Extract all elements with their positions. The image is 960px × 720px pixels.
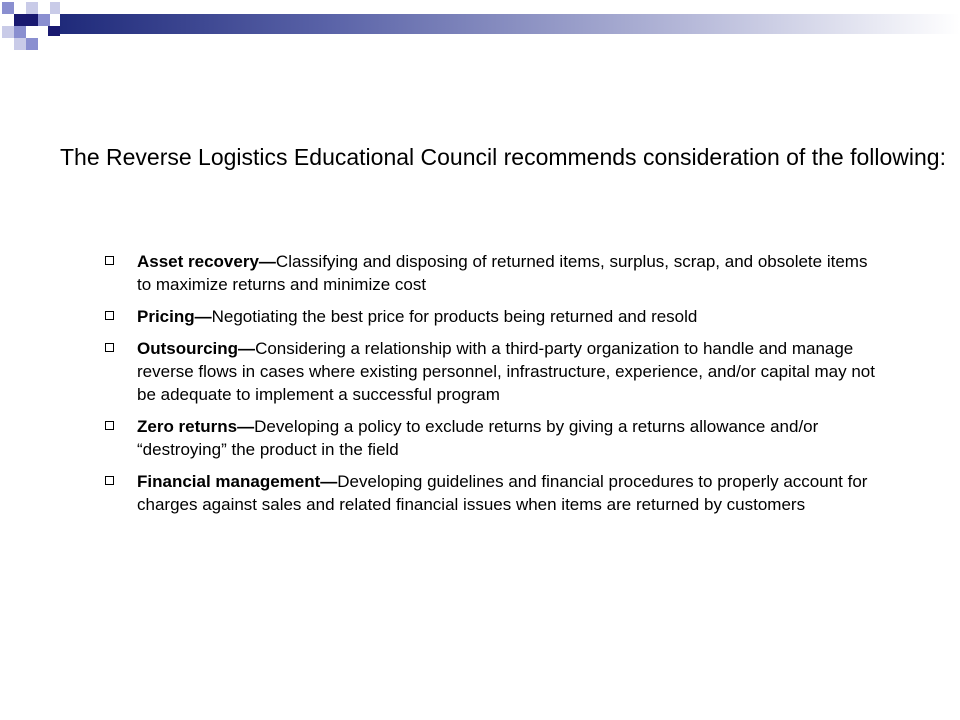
list-item bbox=[104, 470, 884, 516]
item-term: Asset recovery— bbox=[137, 252, 276, 271]
recommendations-list bbox=[104, 250, 884, 525]
item-term: Pricing— bbox=[137, 307, 212, 326]
item-term: Financial management— bbox=[137, 472, 338, 491]
list-item bbox=[104, 337, 884, 406]
item-description: Negotiating the best price for products being returned and resold bbox=[211, 307, 698, 326]
list-item bbox=[104, 250, 884, 296]
square-bullet-icon bbox=[105, 311, 114, 320]
item-term: Zero returns— bbox=[137, 417, 255, 436]
list-item bbox=[104, 305, 884, 328]
item-description: Developing a policy to exclude returns by giving a returns allowance and/or “destroying” the product in the field bbox=[137, 417, 819, 459]
square-bullet-icon bbox=[105, 256, 114, 265]
square-bullet-icon bbox=[105, 476, 114, 485]
item-description: Considering a relationship with a third-party organization to handle and manage reverse flows in cases where existing personnel, infrastructure, experience, and/or capital may not be adequate to implement a successful program bbox=[137, 339, 875, 404]
item-description: Developing guidelines and financial procedures to properly account for charges against sales and related financial issues when items are returned by customers bbox=[137, 472, 868, 514]
list-item bbox=[104, 415, 884, 461]
item-description: Classifying and disposing of returned items, surplus, scrap, and obsolete items to maximize returns and minimize cost bbox=[137, 252, 868, 294]
square-bullet-icon bbox=[105, 421, 114, 430]
square-bullet-icon bbox=[105, 343, 114, 352]
item-term: Outsourcing— bbox=[137, 339, 256, 358]
intro-paragraph: The Reverse Logistics Educational Council recommends consideration of the following: bbox=[60, 144, 946, 170]
